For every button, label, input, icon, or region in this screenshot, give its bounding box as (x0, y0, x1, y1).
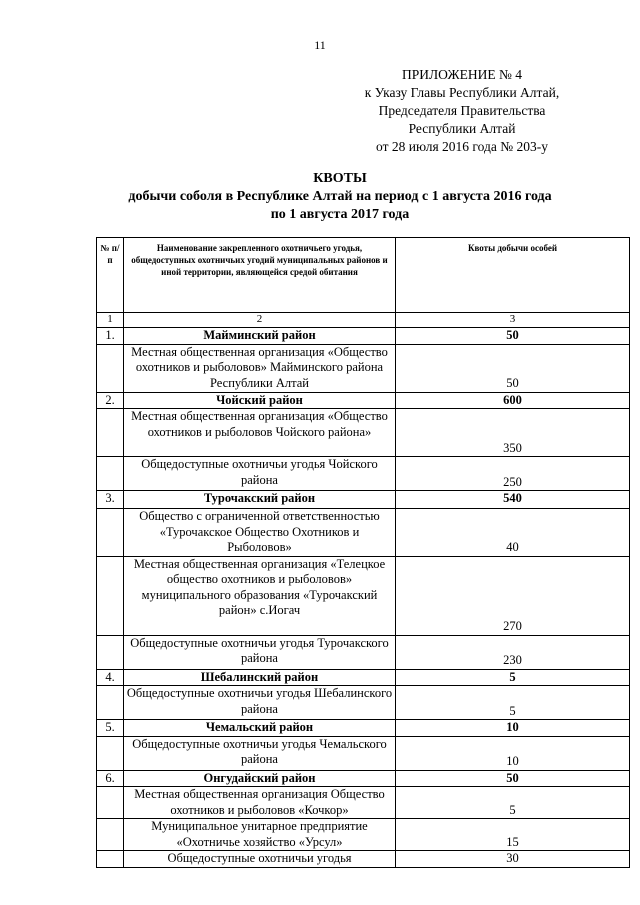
row-quota: 5 (396, 787, 630, 819)
row-quota: 5 (396, 669, 630, 686)
table-header-row (97, 238, 630, 313)
appendix-block (342, 66, 582, 156)
district-row (97, 770, 630, 787)
row-quota: 250 (396, 457, 630, 491)
document-title (60, 170, 620, 224)
table-row (97, 509, 630, 557)
row-number (97, 787, 124, 819)
row-name: Муниципальное унитарное предприятие «Охотничье хозяйство «Урсул» (124, 819, 396, 851)
row-number: 3. (97, 491, 124, 509)
row-number (97, 556, 124, 635)
row-name: Общедоступные охотничьи угодья Чойского района (124, 457, 396, 491)
row-name: Местная общественная организация «Общество охотников и рыболовов Чойского района» (124, 409, 396, 457)
row-quota: 15 (396, 819, 630, 851)
row-name: Общедоступные охотничьи угодья (124, 851, 396, 868)
row-number (97, 819, 124, 851)
row-number (97, 509, 124, 557)
header-name: Наименование закрепленного охотничьего угодья, общедоступных охотничьих угодий муниципальных районов и иной территории, являющейся средой обитания (124, 238, 396, 313)
district-row (97, 328, 630, 345)
row-quota: 50 (396, 344, 630, 392)
row-quota: 10 (396, 720, 630, 737)
row-number (97, 457, 124, 491)
row-number: 4. (97, 669, 124, 686)
table-row (97, 736, 630, 770)
row-name: Онгудайский район (124, 770, 396, 787)
row-name: Общедоступные охотничьи угодья Турочакского района (124, 635, 396, 669)
row-number: 1. (97, 328, 124, 345)
district-row (97, 720, 630, 737)
row-number (97, 409, 124, 457)
table-row (97, 344, 630, 392)
row-number: 5. (97, 720, 124, 737)
row-name: Местная общественная организация «Общество охотников и рыболовов» Майминского района Республики Алтай (124, 344, 396, 392)
column-number: 1 (97, 313, 124, 328)
district-row (97, 491, 630, 509)
table-row (97, 819, 630, 851)
title-line: по 1 августа 2017 года (270, 207, 410, 222)
table-row (97, 409, 630, 457)
table-row (97, 635, 630, 669)
row-name: Чойский район (124, 392, 396, 409)
table-row (97, 556, 630, 635)
header-num: № п/п (97, 238, 124, 313)
row-number (97, 736, 124, 770)
appendix-line: от 28 июля 2016 года № 203-у (376, 139, 548, 154)
appendix-line: Председателя Правительства (378, 103, 546, 118)
column-number-row (97, 313, 630, 328)
row-name: Майминский район (124, 328, 396, 345)
row-quota: 230 (396, 635, 630, 669)
row-quota: 540 (396, 491, 630, 509)
quota-table (96, 237, 630, 868)
row-number (97, 851, 124, 868)
row-quota: 5 (396, 686, 630, 720)
table-row (97, 686, 630, 720)
row-name: Общедоступные охотничьи угодья Шебалинского района (124, 686, 396, 720)
row-name: Чемальский район (124, 720, 396, 737)
appendix-line: Республики Алтай (408, 121, 516, 136)
appendix-line: ПРИЛОЖЕНИЕ № 4 (401, 67, 523, 82)
district-row (97, 392, 630, 409)
row-quota: 270 (396, 556, 630, 635)
row-number (97, 686, 124, 720)
row-number (97, 635, 124, 669)
column-number: 2 (124, 313, 396, 328)
title-line: добычи соболя в Республике Алтай на период с 1 августа 2016 года (128, 189, 552, 204)
row-name: Шебалинский район (124, 669, 396, 686)
title-line: КВОТЫ (313, 171, 367, 186)
table-row (97, 787, 630, 819)
row-number: 6. (97, 770, 124, 787)
row-name: Общество с ограниченной ответственностью «Турочакское Общество Охотников и Рыболовов» (124, 509, 396, 557)
row-quota: 50 (396, 770, 630, 787)
row-quota: 350 (396, 409, 630, 457)
table-row (97, 851, 630, 868)
row-quota: 30 (396, 851, 630, 868)
row-name: Местная общественная организация «Телецкое общество охотников и рыболовов» муниципального образования «Турочакский район» с.Иогач (124, 556, 396, 635)
row-quota: 10 (396, 736, 630, 770)
row-name: Турочакский район (124, 491, 396, 509)
row-name: Местная общественная организация Общество охотников и рыболовов «Кочкор» (124, 787, 396, 819)
row-name: Общедоступные охотничьи угодья Чемальского района (124, 736, 396, 770)
header-quota: Квоты добычи особей (396, 238, 630, 313)
column-number: 3 (396, 313, 630, 328)
row-quota: 600 (396, 392, 630, 409)
row-number: 2. (97, 392, 124, 409)
appendix-line: к Указу Главы Республики Алтай, (364, 85, 560, 100)
row-number (97, 344, 124, 392)
district-row (97, 669, 630, 686)
row-quota: 50 (396, 328, 630, 345)
table-row (97, 457, 630, 491)
page-number: 11 (314, 38, 326, 52)
row-quota: 40 (396, 509, 630, 557)
